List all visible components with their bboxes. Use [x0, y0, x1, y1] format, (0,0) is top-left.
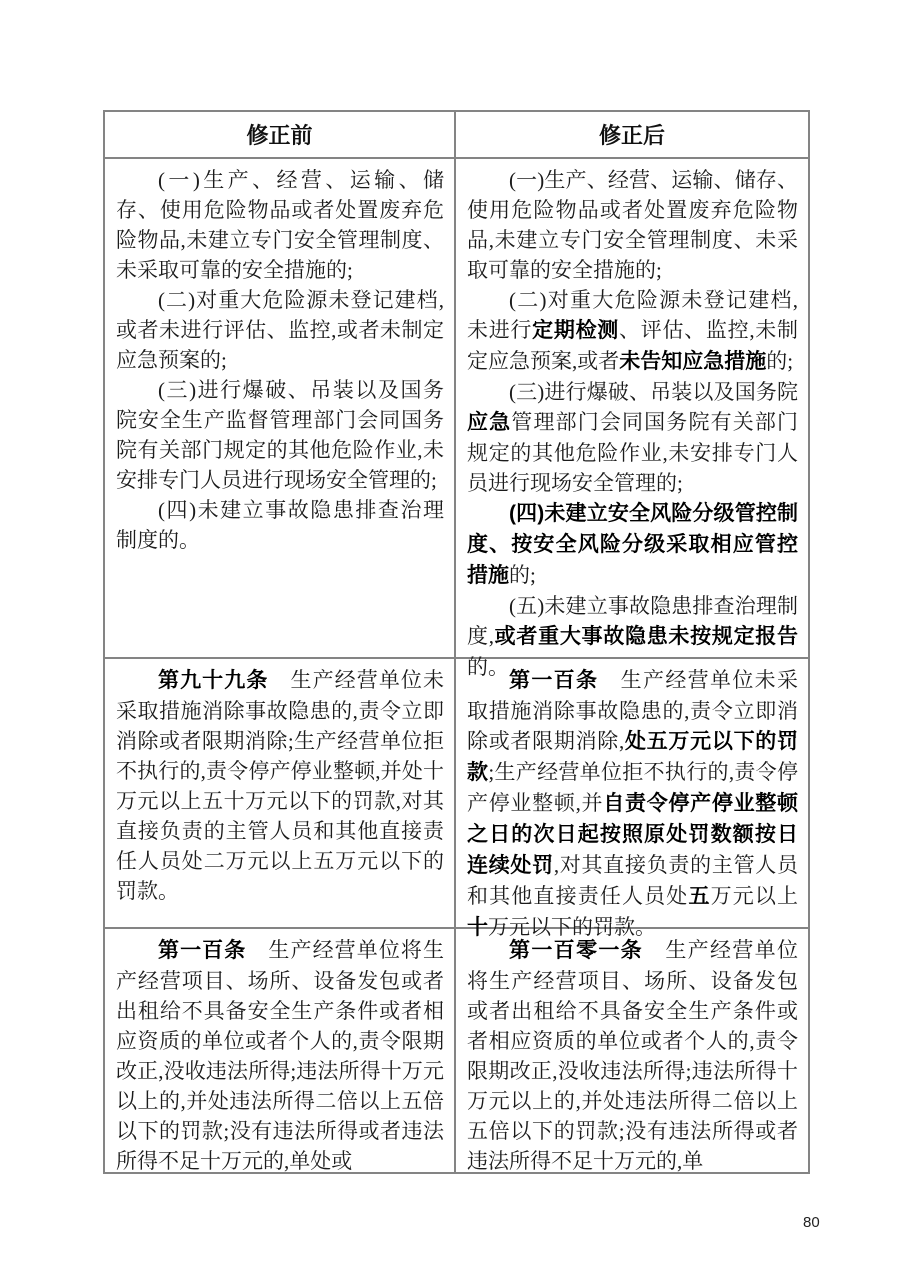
cell-violation-items-before — [105, 159, 456, 659]
text-run: 的; — [766, 349, 794, 373]
paragraph — [467, 285, 798, 377]
text-run: 万元以上 — [710, 884, 799, 908]
text-run: 生产经营单位将生产经营项目、场所、设备发包或者出租给不具备安全生产条件或者相应资质的单位或者个人的,责令限期改正,没收违法所得;违法所得十万元以上的,并处违法所得二倍以上五倍以下的罚款;没有违法所得或者违法所得不足十万元的,单 — [467, 938, 798, 1173]
text-run: 的。 — [467, 655, 509, 679]
text-run: 万元以下的罚款。 — [488, 915, 656, 939]
cell-article-101-after — [456, 929, 808, 1172]
paragraph — [116, 665, 444, 906]
amended-bold-text-run: 应急 — [467, 411, 512, 434]
amended-bold-text-run: 自责令停产停业整顿之日的次日起按照原处罚数额按日连续处罚 — [467, 792, 799, 877]
text-run: 管理部门会同国务院有关部门规定的其他危险作业,未安排专门人员进行现场安全管理的; — [467, 410, 799, 495]
text-run: (一)生产、经营、运输、储存、使用危险物品或者处置废弃危险物品,未建立专门安全管理制度、未采取可靠的安全措施的; — [116, 168, 444, 282]
amendment-comparison-table — [103, 110, 810, 1174]
cell-article-99-before — [105, 659, 456, 929]
text-run: 生产经营单位将生产经营项目、场所、设备发包或者出租给不具备安全生产条件或者相应资质的单位或者个人的,责令限期改正,没收违法所得;违法所得十万元以上的,并处违法所得二倍以上五倍以下的罚款;没有违法所得或者违法所得不足十万元的,单处或 — [116, 938, 445, 1173]
text-run: (一)生产、经营、运输、储存、使用危险物品或者处置废弃危险物品,未建立专门安全管理制度、未采取可靠的安全措施的; — [467, 168, 798, 282]
paragraph — [467, 165, 798, 285]
amended-bold-text-run: 第九十九条 — [158, 669, 269, 692]
page-number: 80 — [803, 1214, 820, 1231]
paragraph — [467, 935, 798, 1176]
text-run: 的; — [509, 563, 536, 587]
amended-bold-text-run: (四)未建立安全风险分级管控制度、按安全风险分级采取相应管控措施 — [467, 502, 798, 587]
text-run: ,对其直接负责的主管人员和其他直接责任人员处 — [467, 853, 799, 908]
amended-bold-text-run: 定期检测 — [532, 319, 620, 342]
text-run: ;生产经营单位拒不执行的,责令停产停业整顿,并 — [467, 760, 798, 815]
column-header-before: 修正前 — [105, 112, 456, 159]
text-run: 生产经营单位未采取措施消除事故隐患的,责令立即消除或者限期消除;生产经营单位拒不执行的,责令停产停业整顿,并处十万元以上五十万元以下的罚款,对其直接负责的主管人员和其他直接责任人员处二万元以上五万元以下的罚款。 — [116, 668, 445, 903]
text-run: (二)对重大危险源未登记建档,未进行 — [467, 288, 798, 342]
amended-bold-text-run: 未告知应急措施 — [619, 350, 767, 373]
cell-article-100-before — [105, 929, 456, 1172]
paragraph — [467, 665, 798, 943]
amended-bold-text-run: 处五万元以下的罚款 — [467, 730, 799, 784]
paragraph — [116, 165, 444, 285]
text-run: (四)未建立事故隐患排查治理制度的。 — [116, 498, 444, 552]
amended-bold-text-run: 第一百条 — [158, 939, 247, 962]
text-run: (三)进行爆破、吊装以及国务院安全生产监督管理部门会同国务院有关部门规定的其他危险作业,未安排专门人员进行现场安全管理的; — [116, 378, 444, 492]
amended-bold-text-run: 或者重大事故隐患未按规定报告 — [493, 625, 799, 648]
text-run: 、评估、监控,未制定应急预案,或者 — [467, 318, 799, 373]
text-run: 生产经营单位未采取措施消除事故隐患的,责令立即消除或者限期消除, — [467, 668, 799, 753]
amended-bold-text-run: 十 — [467, 916, 488, 939]
paragraph — [116, 935, 444, 1176]
text-run: (三)进行爆破、吊装以及国务院 — [509, 380, 798, 404]
amended-bold-text-run: 第一百零一条 — [509, 939, 643, 962]
cell-violation-items-after — [456, 159, 808, 679]
paragraph — [467, 498, 798, 591]
paragraph — [116, 495, 444, 555]
cell-article-100-after — [456, 659, 808, 939]
column-header-after: 修正后 — [456, 112, 808, 159]
text-run: (五)未建立事故隐患排查治理制度, — [467, 594, 798, 648]
paragraph — [116, 285, 444, 375]
text-run: (二)对重大危险源未登记建档,或者未进行评估、监控,或者未制定应急预案的; — [116, 288, 444, 372]
paragraph — [467, 377, 798, 498]
paragraph — [116, 375, 444, 495]
amended-bold-text-run: 五 — [688, 885, 711, 908]
amended-bold-text-run: 第一百条 — [509, 669, 599, 692]
